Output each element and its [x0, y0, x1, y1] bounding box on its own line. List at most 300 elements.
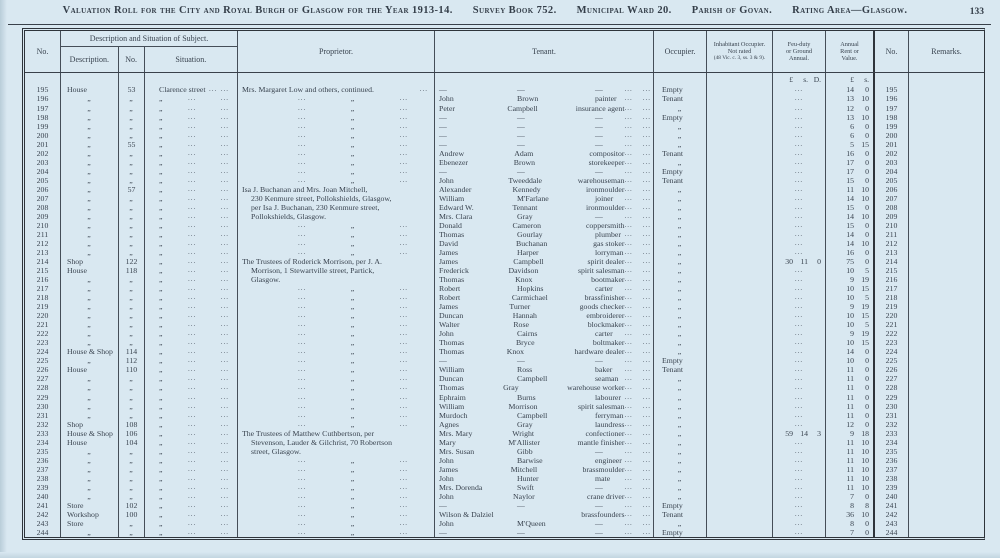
description-cell: „	[61, 239, 119, 248]
tenant-surname: Bryce	[515, 338, 535, 348]
proprietor-cell	[238, 113, 435, 122]
leader-dots: ...	[624, 275, 633, 284]
tenant-occupation: carter	[595, 284, 613, 294]
leader-dots: ...	[642, 410, 651, 419]
rent-shillings: 10	[861, 482, 869, 492]
leader-dots: ...	[642, 130, 651, 139]
row-number-left: 239	[25, 483, 61, 492]
situation-text: „	[159, 500, 164, 510]
street-number-cell: 114	[119, 347, 145, 356]
proprietor-cell	[238, 383, 435, 392]
tenant-occupation: ferryman	[595, 410, 624, 420]
title-main: Valuation Roll for the City and Royal Burgh of Glasgow for the Year 1913-14.	[62, 5, 453, 16]
tenant-occupation: embroiderer	[586, 311, 625, 321]
leader-dots: ...	[220, 275, 229, 284]
situation-text: „	[159, 229, 164, 239]
tenant-occupation: insurance agent	[575, 103, 625, 113]
tenant-surname: Hunter	[517, 473, 539, 483]
tenant-forename: —	[439, 130, 447, 140]
description-cell: „	[61, 113, 119, 122]
situation-text: „	[159, 365, 164, 375]
rent-cell	[826, 374, 874, 383]
tenant-forename: —	[439, 121, 447, 131]
rent-shillings: 5	[865, 293, 869, 303]
street-number-cell: „	[119, 456, 145, 465]
table-row	[25, 140, 984, 149]
feu-duty-cell	[773, 113, 826, 122]
row-number-left: 195	[25, 85, 61, 94]
leader-dots: ...	[624, 157, 633, 166]
remarks-cell	[909, 356, 984, 365]
rent-pounds: 11	[846, 392, 854, 402]
leader-dots: ...	[220, 527, 229, 536]
row-number-left: 243	[25, 519, 61, 528]
row-number-left: 230	[25, 402, 61, 411]
rent-cell	[826, 465, 874, 474]
table-row	[25, 203, 984, 212]
ditto-mark: „	[350, 482, 356, 492]
situation-text: „	[159, 356, 164, 366]
leader-dots: ...	[298, 220, 307, 229]
feu-duty-cell	[773, 393, 826, 402]
tenant-cell	[435, 104, 654, 113]
remarks-cell	[909, 456, 984, 465]
tenant-forename: Thomas	[439, 275, 465, 285]
occupier-cell: „	[654, 239, 707, 248]
remarks-cell	[909, 104, 984, 113]
tenant-occupation: —	[595, 446, 603, 456]
rent-pounds: 13	[846, 94, 854, 104]
street-number-cell: „	[119, 519, 145, 528]
remarks-cell	[909, 329, 984, 338]
occupier-cell: „	[654, 429, 707, 438]
table-row	[25, 158, 984, 167]
rent-pounds: 14	[846, 211, 854, 221]
row-number-right: 235	[873, 447, 909, 456]
tenant-forename: David	[439, 238, 459, 248]
table-row	[25, 474, 984, 483]
feu-duty-cell	[773, 257, 826, 266]
leader-dots: ...	[624, 112, 633, 121]
leader-dots: ...	[187, 275, 197, 284]
ditto-mark: „	[350, 455, 356, 465]
table-row	[25, 510, 984, 519]
rent-cell	[826, 311, 874, 320]
leader-dots: ...	[399, 401, 408, 410]
row-number-left: 241	[25, 501, 61, 510]
leader-dots: ...	[220, 211, 229, 220]
leader-dots: ...	[187, 509, 197, 518]
leader-dots: ...	[399, 374, 408, 383]
currency-spacer	[238, 73, 435, 85]
rent-cell	[826, 167, 874, 176]
row-number-left: 220	[25, 311, 61, 320]
tenant-forename: Wilson & Dalziel	[439, 509, 494, 519]
col-header-occupier: Occupier.	[654, 31, 707, 72]
proprietor-cell	[238, 167, 435, 176]
leader-dots: ...	[220, 410, 229, 419]
inhabitant-occupier-cell	[707, 420, 773, 429]
tenant-cell	[435, 420, 654, 429]
table-row	[25, 347, 984, 356]
remarks-cell	[909, 113, 984, 122]
proprietor-cell	[238, 302, 435, 311]
rent-shillings: 0	[865, 130, 869, 140]
rent-pounds: 10	[846, 293, 854, 303]
leader-dots: ...	[794, 238, 804, 247]
leader-dots: ...	[298, 464, 307, 473]
leader-dots: ...	[187, 139, 197, 148]
row-number-left: 232	[25, 420, 61, 429]
leader-dots: ...	[624, 257, 633, 266]
situation-text: „	[159, 130, 164, 140]
proprietor-cell	[238, 257, 435, 266]
leader-dots: ...	[794, 473, 804, 482]
row-number-right: 199	[873, 122, 909, 131]
rent-cell	[826, 149, 874, 158]
leader-dots: ...	[187, 410, 197, 419]
proprietor-text: per Isa J. Buchanan, 230 Kenmure street,	[251, 202, 380, 212]
situation-cell	[145, 158, 238, 167]
remarks-cell	[909, 158, 984, 167]
occupier-cell: „	[654, 275, 707, 284]
leader-dots: ...	[794, 365, 804, 374]
description-cell: „	[61, 194, 119, 203]
table-row	[25, 338, 984, 347]
table-row	[25, 230, 984, 239]
situation-cell	[145, 374, 238, 383]
remarks-cell	[909, 402, 984, 411]
leader-dots: ...	[220, 130, 229, 139]
table-row	[25, 365, 984, 374]
rent-pounds: 36	[846, 509, 854, 519]
leader-dots: ...	[624, 464, 633, 473]
tenant-cell	[435, 266, 654, 275]
leader-dots: ...	[399, 229, 408, 238]
pound-sign: £	[789, 74, 793, 84]
feu-duty-cell	[773, 167, 826, 176]
leader-dots: ...	[298, 383, 307, 392]
tenant-forename: Mrs. Susan	[439, 446, 475, 456]
tenant-forename: Robert	[439, 284, 461, 294]
row-number-right: 228	[873, 383, 909, 392]
leader-dots: ...	[187, 428, 197, 437]
col-header-feu-duty	[773, 31, 826, 72]
occupier-cell: „	[654, 393, 707, 402]
description-cell: „	[61, 447, 119, 456]
tenant-cell	[435, 194, 654, 203]
leader-dots: ...	[220, 437, 229, 446]
situation-text: „	[159, 428, 164, 438]
proprietor-cell	[238, 393, 435, 402]
leader-dots: ...	[298, 103, 307, 112]
ditto-mark: „	[350, 248, 356, 258]
situation-cell	[145, 447, 238, 456]
leader-dots: ...	[399, 220, 408, 229]
inhabitant-occupier-cell	[707, 528, 773, 537]
remarks-cell	[909, 284, 984, 293]
rent-line2: Rent or	[840, 48, 859, 56]
tenant-forename: Mrs. Clara	[439, 211, 473, 221]
ditto-mark: „	[350, 284, 356, 294]
table-row	[25, 239, 984, 248]
tenant-cell	[435, 149, 654, 158]
table-row	[25, 275, 984, 284]
rent-cell	[826, 275, 874, 284]
table-row	[25, 194, 984, 203]
table-row	[25, 429, 984, 438]
occupier-cell: „	[654, 519, 707, 528]
inhabitant-occupier-cell	[707, 293, 773, 302]
tenant-forename: John	[439, 491, 454, 501]
rent-pounds: 5	[850, 139, 854, 149]
leader-dots: ...	[794, 130, 804, 139]
proprietor-cell	[238, 266, 435, 275]
occupier-cell: „	[654, 383, 707, 392]
leader-dots: ...	[220, 85, 229, 94]
row-number-left: 208	[25, 203, 61, 212]
feu-duty-cell	[773, 275, 826, 284]
street-number-cell: „	[119, 194, 145, 203]
street-number-cell: 110	[119, 365, 145, 374]
tenant-cell	[435, 329, 654, 338]
situation-text: „	[159, 509, 164, 519]
rent-pounds: 15	[846, 202, 854, 212]
row-number-right: 205	[873, 176, 909, 185]
proprietor-cell	[238, 420, 435, 429]
leader-dots: ...	[187, 238, 197, 247]
proprietor-cell	[238, 519, 435, 528]
situation-cell	[145, 528, 238, 537]
leader-dots: ...	[624, 509, 633, 518]
street-number-cell: „	[119, 212, 145, 221]
ditto-mark: „	[350, 410, 356, 420]
leader-dots: ...	[399, 103, 408, 112]
tenant-occupation: seaman	[595, 374, 619, 384]
description-cell: „	[61, 474, 119, 483]
tenant-occupation: warehouse worker	[567, 383, 625, 393]
rent-shillings: 0	[865, 356, 869, 366]
remarks-cell	[909, 320, 984, 329]
row-number-right: 209	[873, 212, 909, 221]
row-number-left: 198	[25, 113, 61, 122]
tenant-forename: —	[439, 500, 447, 510]
rent-pounds: 10	[846, 356, 854, 366]
col-header-annual-rent	[826, 31, 874, 72]
situation-cell	[145, 510, 238, 519]
occupier-cell: Empty	[654, 167, 707, 176]
rent-cell	[826, 284, 874, 293]
inhabitant-occupier-cell	[707, 140, 773, 149]
rent-pounds: 16	[846, 248, 854, 258]
tenant-surname: —	[517, 130, 525, 140]
leader-dots: ...	[624, 139, 633, 148]
row-number-right: 226	[873, 365, 909, 374]
tenant-forename: Thomas	[439, 338, 465, 348]
situation-text: „	[159, 338, 164, 348]
leader-dots: ...	[187, 148, 197, 157]
table-row	[25, 104, 984, 113]
tenant-forename: John	[439, 455, 454, 465]
remarks-cell	[909, 383, 984, 392]
inhabitant-occupier-cell	[707, 501, 773, 510]
description-cell: House	[61, 85, 119, 94]
table-row	[25, 302, 984, 311]
feu-pounds: 30	[785, 257, 793, 267]
feu-duty-cell	[773, 176, 826, 185]
street-number-cell: „	[119, 104, 145, 113]
rent-pounds: 75	[846, 257, 854, 267]
remarks-cell	[909, 510, 984, 519]
situation-text: „	[159, 482, 164, 492]
proprietor-cell	[238, 230, 435, 239]
table-row	[25, 176, 984, 185]
tenant-occupation: plumber	[595, 229, 621, 239]
col-group-title: Description and Situation of Subject.	[61, 31, 237, 47]
leader-dots: ...	[794, 284, 804, 293]
col-header-tenant: Tenant.	[435, 31, 654, 72]
situation-cell	[145, 293, 238, 302]
situation-cell	[145, 167, 238, 176]
leader-dots: ...	[399, 473, 408, 482]
leader-dots: ...	[298, 284, 307, 293]
tenant-cell	[435, 302, 654, 311]
leader-dots: ...	[220, 446, 229, 455]
leader-dots: ...	[220, 374, 229, 383]
rent-pounds: 11	[846, 482, 854, 492]
leader-dots: ...	[187, 482, 197, 491]
rent-cell	[826, 85, 874, 94]
feu-duty-cell	[773, 158, 826, 167]
leader-dots: ...	[298, 509, 307, 518]
row-number-right: 218	[873, 293, 909, 302]
leader-dots: ...	[794, 446, 804, 455]
ditto-mark: „	[350, 220, 356, 230]
remarks-cell	[909, 393, 984, 402]
leader-dots: ...	[642, 500, 651, 509]
rent-pounds: 8	[850, 518, 854, 528]
rent-shillings: 0	[865, 392, 869, 402]
rent-cell	[826, 483, 874, 492]
inhabitant-occupier-cell	[707, 248, 773, 257]
row-number-right: 200	[873, 131, 909, 140]
leader-dots: ...	[298, 329, 307, 338]
rent-shillings: 10	[861, 238, 869, 248]
leader-dots: ...	[187, 229, 197, 238]
ditto-mark: „	[350, 401, 356, 411]
leader-dots: ...	[187, 130, 197, 139]
feu-duty-cell	[773, 420, 826, 429]
occupier-cell: „	[654, 203, 707, 212]
tenant-surname: —	[517, 85, 525, 95]
description-cell: „	[61, 248, 119, 257]
rent-cell	[826, 176, 874, 185]
rent-shillings: 0	[865, 518, 869, 528]
row-number-right: 230	[873, 402, 909, 411]
leader-dots: ...	[298, 238, 307, 247]
leader-dots: ...	[220, 302, 229, 311]
remarks-cell	[909, 311, 984, 320]
inhabitant-occupier-cell	[707, 311, 773, 320]
table-row	[25, 284, 984, 293]
tenant-surname: —	[517, 527, 525, 537]
leader-dots: ...	[187, 175, 197, 184]
street-number-cell: „	[119, 248, 145, 257]
leader-dots: ...	[624, 491, 633, 500]
situation-text: „	[159, 284, 164, 294]
tenant-occupation: boltmaker	[592, 338, 625, 348]
tenant-forename: Donald	[439, 220, 462, 230]
proprietor-cell	[238, 194, 435, 203]
tenant-occupation: coppersmith	[585, 220, 625, 230]
leader-dots: ...	[642, 139, 651, 148]
description-cell: „	[61, 483, 119, 492]
tenant-cell	[435, 94, 654, 103]
situation-cell	[145, 338, 238, 347]
inhabitant-occupier-cell	[707, 185, 773, 194]
leader-dots: ...	[794, 193, 804, 202]
situation-text: „	[159, 139, 164, 149]
rent-shillings: 15	[861, 338, 869, 348]
remarks-cell	[909, 257, 984, 266]
situation-text: „	[159, 329, 164, 339]
tenant-forename: Ephraim	[439, 392, 466, 402]
tenant-cell	[435, 483, 654, 492]
description-cell: „	[61, 456, 119, 465]
remarks-cell	[909, 302, 984, 311]
leader-dots: ...	[642, 338, 651, 347]
leader-dots: ...	[624, 130, 633, 139]
tenant-surname: Naylor	[513, 491, 535, 501]
inhabitant-occupier-cell	[707, 113, 773, 122]
ditto-mark: „	[350, 338, 356, 348]
table-row	[25, 483, 984, 492]
situation-cell	[145, 94, 238, 103]
proprietor-cell	[238, 94, 435, 103]
col-header-description: Description.	[61, 47, 119, 72]
remarks-cell	[909, 239, 984, 248]
occupier-cell: „	[654, 257, 707, 266]
description-cell: „	[61, 104, 119, 113]
proprietor-cell	[238, 510, 435, 519]
situation-cell	[145, 402, 238, 411]
col-header-proprietor: Proprietor.	[238, 31, 435, 72]
rent-shillings: 0	[865, 347, 869, 357]
inhabitant-occupier-cell	[707, 275, 773, 284]
inhabitant-occupier-cell	[707, 284, 773, 293]
row-number-left: 242	[25, 510, 61, 519]
row-number-left: 225	[25, 356, 61, 365]
street-number-cell: 53	[119, 85, 145, 94]
situation-text: „	[159, 184, 164, 194]
feu-duty-cell	[773, 284, 826, 293]
leader-dots: ...	[624, 266, 633, 275]
inhabitant-occupier-cell	[707, 429, 773, 438]
leader-dots: ...	[642, 320, 651, 329]
row-number-right: 233	[873, 429, 909, 438]
col-group-description-situation	[61, 31, 238, 72]
rent-shillings: 15	[861, 284, 869, 294]
inhabitant-occupier-cell	[707, 492, 773, 501]
tenant-surname: Rose	[513, 320, 529, 330]
tenant-occupation: engineer	[595, 455, 622, 465]
inhabitant-occupier-cell	[707, 402, 773, 411]
row-number-right: 208	[873, 203, 909, 212]
description-cell: „	[61, 284, 119, 293]
remarks-cell	[909, 420, 984, 429]
leader-dots: ...	[220, 419, 229, 428]
leader-dots: ...	[794, 311, 804, 320]
